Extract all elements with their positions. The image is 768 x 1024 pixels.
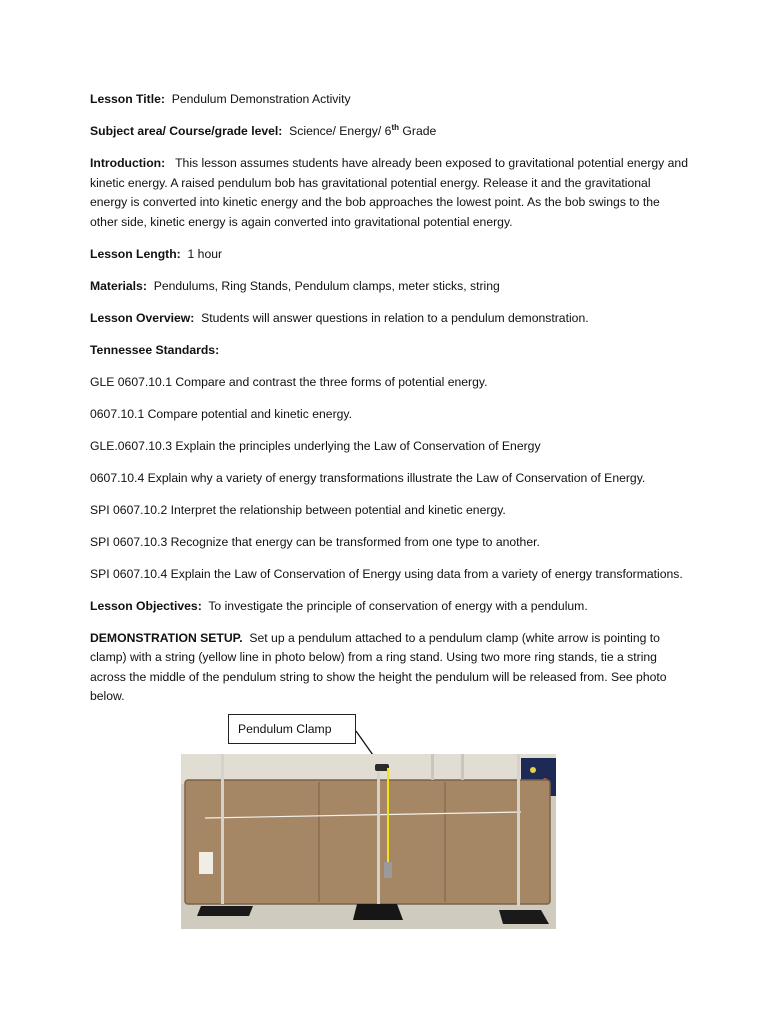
lesson-title-label: Lesson Title: [90,92,165,106]
materials-line [90,277,690,297]
subject-value: Science/ Energy/ 6 [289,124,392,138]
lesson-title-value: Pendulum Demonstration Activity [171,92,351,106]
materials-label: Materials: [90,278,147,293]
objectives-value: To investigate the principle of conservation of energy with a pendulum. [208,598,588,613]
setup-paragraph [90,629,690,707]
subject-line [90,122,690,142]
standard-item: 0607.10.1 Compare potential and kinetic energy. [90,406,352,421]
standard-item: SPI 0607.10.2 Interpret the relationship between potential and kinetic energy. [90,502,506,517]
setup-text: Set up a pendulum attached to a pendulum clamp (white arrow is pointing to clamp) with a string (yellow line in photo below) from a ring stand. Using two more ring stands, tie a string across the middle of the pendulum string to show the height the pendulum will be released from. See photo below. [90,630,667,703]
lesson-length-value: 1 hour [187,246,223,261]
lesson-length-line [90,245,690,265]
setup-label: DEMONSTRATION SETUP. [90,630,243,645]
subject-value-end: Grade [399,124,437,138]
materials-value: Pendulums, Ring Stands, Pendulum clamps, meter sticks, string [153,278,500,293]
lesson-plan-document [90,90,690,719]
grade-superscript: th [391,122,400,132]
standard-item: GLE.0607.10.3 Explain the principles underlying the Law of Conservation of Energy [90,438,541,453]
photo-illustration [181,754,556,929]
standard-item: GLE 0607.10.1 Compare and contrast the three forms of potential energy. [90,374,488,389]
subject-label: Subject area/ Course/grade level: [90,124,283,138]
pendulum-clamp-callout: Pendulum Clamp [228,714,356,744]
lesson-title-line [90,90,690,110]
standard-item: SPI 0607.10.4 Explain the Law of Conservation of Energy using data from a variety of energy transformations. [90,566,683,581]
pendulum-demo-photo [181,754,556,929]
introduction-text: This lesson assumes students have already been exposed to gravitational potential energy and kinetic energy. A raised pendulum bob has gravitational potential energy. Release it and the gravitational energy is converted into kinetic energy and the bob approaches the lowest point. As the bob swings to the other side, kinetic energy is again converted into gravitational potential energy. [90,156,688,229]
lesson-length-label: Lesson Length: [90,246,181,261]
objectives-label: Lesson Objectives: [90,598,202,613]
standard-item: 0607.10.4 Explain why a variety of energy transformations illustrate the Law of Conservation of Energy. [90,470,646,485]
objectives-line [90,597,690,617]
overview-line [90,309,690,329]
overview-value: Students will answer questions in relation to a pendulum demonstration. [201,310,589,325]
introduction-label: Introduction: [90,156,166,170]
overview-label: Lesson Overview: [90,310,195,325]
standard-item: SPI 0607.10.3 Recognize that energy can be transformed from one type to another. [90,534,540,549]
standards-heading: Tennessee Standards: [90,342,220,357]
introduction-paragraph [90,154,690,232]
